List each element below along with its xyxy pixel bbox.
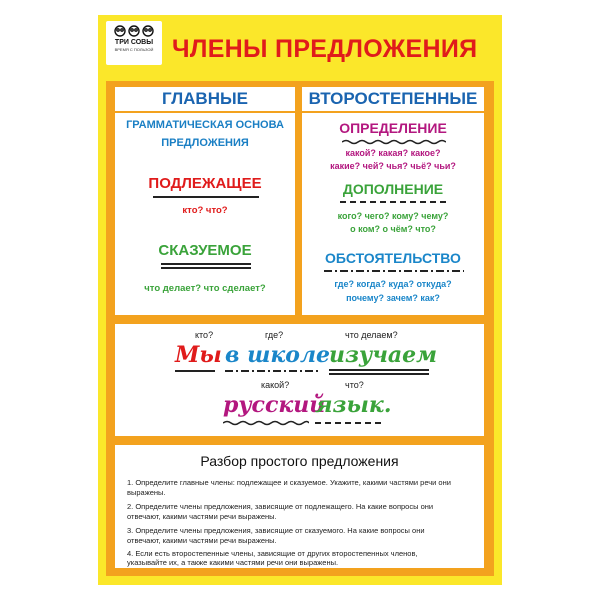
question-subject: кто? xyxy=(195,330,214,340)
attribute-wavy-underline xyxy=(342,139,446,145)
divider xyxy=(302,111,484,113)
predicate-term: СКАЗУЕМОЕ xyxy=(158,242,252,259)
predicate-underline-bottom xyxy=(329,373,429,375)
attribute-questions-2: какие? чей? чья? чьё? чьи? xyxy=(330,161,456,171)
word-place: в школе xyxy=(225,342,331,368)
attribute-term: ОПРЕДЕЛЕНИЕ xyxy=(339,120,447,136)
question-predicate: что делаем? xyxy=(345,330,398,340)
question-place: где? xyxy=(265,330,284,340)
grammar-basis-line2: ПРЕДЛОЖЕНИЯ xyxy=(161,137,249,149)
predicate-underline-bottom xyxy=(161,267,251,269)
adverbial-questions-2: почему? зачем? как? xyxy=(346,293,440,303)
parsing-step-2: 2. Определите члены предложения, зависящие от подлежащего. На какие вопросы они отвечают, какими частями речи выражены. xyxy=(127,502,434,521)
object-questions-1: кого? чего? кому? чему? xyxy=(337,211,449,221)
owls-icon xyxy=(112,24,156,38)
object-dashed-underline xyxy=(340,201,446,203)
object-dashed-underline xyxy=(315,422,381,424)
parsing-title: Разбор простого предложения xyxy=(200,453,399,469)
word-object: язык. xyxy=(315,392,392,418)
object-term: ДОПОЛНЕНИЕ xyxy=(342,181,444,197)
brand-tagline: ВРЕМЯ С ПОЛЬЗОЙ xyxy=(114,47,154,52)
poster xyxy=(98,15,502,585)
secondary-members-header: ВТОРОСТЕПЕННЫЕ xyxy=(308,89,478,108)
word-predicate: изучаем xyxy=(329,342,438,368)
predicate-questions: что делает? что сделает? xyxy=(144,283,266,294)
divider xyxy=(115,111,295,113)
poster-title: ЧЛЕНЫ ПРЕДЛОЖЕНИЯ xyxy=(172,35,478,63)
parsing-step-1: 1. Определите главные члены: подлежащее и сказуемое. Укажите, какими частями речи они выражены. xyxy=(127,478,451,497)
attribute-questions-1: какой? какая? какое? xyxy=(345,148,441,158)
adverbial-questions-1: где? когда? куда? откуда? xyxy=(334,279,452,289)
question-attribute: какой? xyxy=(261,380,290,390)
secondary-members-panel xyxy=(302,87,484,315)
subject-questions: кто? что? xyxy=(182,205,228,216)
main-members-header: ГЛАВНЫЕ xyxy=(162,89,248,108)
sentence-parsing-panel xyxy=(115,445,484,568)
brand-logo xyxy=(106,21,162,65)
grammar-basis-line1: ГРАММАТИЧЕСКАЯ ОСНОВА xyxy=(126,119,284,131)
content-frame xyxy=(106,81,494,576)
question-object: что? xyxy=(345,380,364,390)
example-sentence-panel xyxy=(115,324,484,436)
main-members-panel xyxy=(115,87,295,315)
place-underline xyxy=(225,370,321,372)
subject-underline xyxy=(153,196,259,198)
subject-term: ПОДЛЕЖАЩЕЕ xyxy=(148,175,262,192)
adverbial-term: ОБСТОЯТЕЛЬСТВО xyxy=(325,250,461,266)
brand-name: ТРИ СОВЫ xyxy=(114,39,154,46)
adverbial-dash-dot-underline xyxy=(324,270,464,272)
word-attribute: русский xyxy=(223,392,326,418)
attribute-wavy-underline xyxy=(223,420,309,426)
predicate-underline-top xyxy=(329,369,429,371)
object-questions-2: о ком? о чём? что? xyxy=(350,224,436,234)
subject-underline xyxy=(175,370,215,372)
predicate-underline-top xyxy=(161,263,251,265)
parsing-step-3: 3. Определите члены предложения, зависящие от сказуемого. На какие вопросы они отвечают, какими частями речи выражены. xyxy=(127,526,425,545)
word-subject: Мы xyxy=(175,342,222,368)
parsing-step-4: 4. Если есть второстепенные члены, зависящие от других второстепенных членов, указывайте их, а также какими частями речи они выражены. xyxy=(127,549,418,567)
